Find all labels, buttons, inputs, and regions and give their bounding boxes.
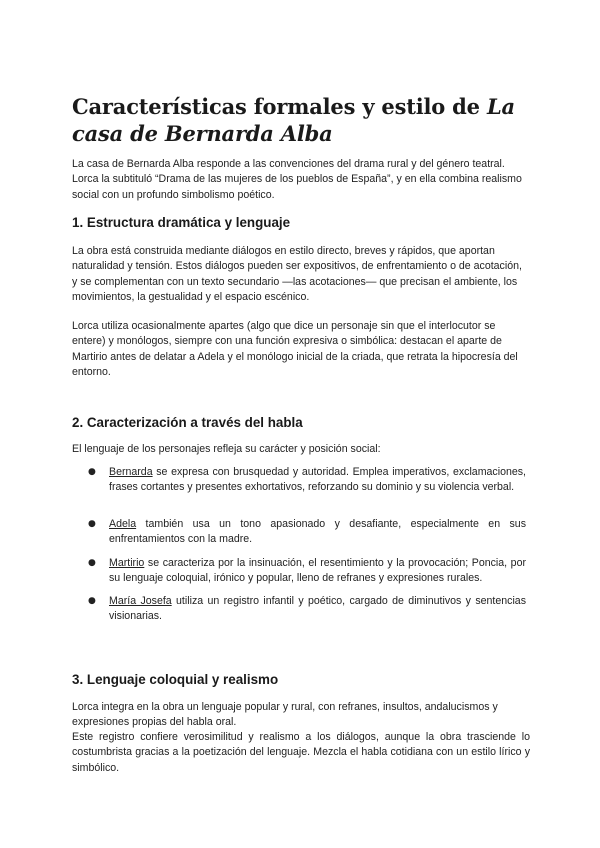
bullet-text — [109, 556, 526, 587]
bullet-description: se caracteriza por la insinuación, el resentimiento y la provocación; Poncia, por su lenguaje coloquial, irónico y popular, lleno de refranes y expresiones rurales. — [109, 557, 526, 585]
character-name-link: Bernarda — [109, 466, 153, 478]
character-name-link: Martirio — [109, 557, 145, 569]
title-prefix: Características formales y estilo de — [72, 94, 487, 119]
document-title — [72, 93, 542, 147]
section-1-paragraph-2: Lorca utiliza ocasionalmente apartes (algo que dice un personaje sin que el interlocutor se entere) y monólogos, siempre con una función expresiva o simbólica: destacan el aparte de Martirio antes de delatar a Adela y el monólogo inicial de la criada, que retrata la hipocresía del entorno. — [72, 320, 518, 378]
section-3-paragraph-2: Este registro confiere verosimilitud y realismo a los diálogos, aunque la obra trasciende lo costumbrista gracias a la poetización del lenguaje. Mezcla el habla cotidiana con un estilo lírico y simbólico. — [72, 731, 530, 774]
bullet-description: también usa un tono apasionado y desafiante, especialmente en sus enfrentamientos con la madre. — [109, 518, 526, 546]
bullet-text — [109, 465, 526, 496]
section-1-heading: 1. Estructura dramática y lenguaje — [72, 215, 291, 230]
intro-paragraph: La casa de Bernarda Alba responde a las convenciones del drama rural y del género teatral. Lorca la subtituló “Drama de las mujeres de los pueblos de España”, y en ella combina realismo social con un profundo simbolismo poético. — [72, 158, 522, 201]
bullet-dot-icon: ● — [88, 519, 96, 529]
title-work: La casa de Bernarda Alba — [72, 94, 515, 146]
bullet-text — [109, 517, 526, 548]
character-name-link: Adela — [109, 518, 137, 530]
section-3-paragraph-1: Lorca integra en la obra un lenguaje popular y rural, con refranes, insultos, andalucismos y expresiones propias del habla oral. — [72, 701, 498, 729]
bullet-dot-icon: ● — [88, 596, 96, 606]
bullet-description: utiliza un registro infantil y poético, cargado de diminutivos y sentencias visionarias. — [109, 595, 526, 623]
character-name-link: María Josefa — [109, 595, 172, 607]
bullet-text — [109, 594, 526, 625]
bullet-dot-icon: ● — [88, 558, 96, 568]
section-2-heading: 2. Caracterización a través del habla — [72, 415, 303, 430]
section-3-heading: 3. Lenguaje coloquial y realismo — [72, 672, 279, 687]
section-1-paragraph-1: La obra está construida mediante diálogos en estilo directo, breves y rápidos, que aportan naturalidad y tensión. Estos diálogos pueden ser expositivos, de enfrentamiento o de acotación, y se complementan con un texto secundario —las acotaciones— que precisan el ambiente, los movimientos, la gestualidad y el espacio escénico. — [72, 245, 522, 303]
bullet-dot-icon: ● — [88, 467, 96, 477]
bullet-description: se expresa con brusquedad y autoridad. Emplea imperativos, exclamaciones, frases cortantes y presentes exhortativos, reforzando su dominio y su violencia verbal. — [109, 466, 526, 494]
section-2-lead: El lenguaje de los personajes refleja su carácter y posición social: — [72, 443, 381, 455]
